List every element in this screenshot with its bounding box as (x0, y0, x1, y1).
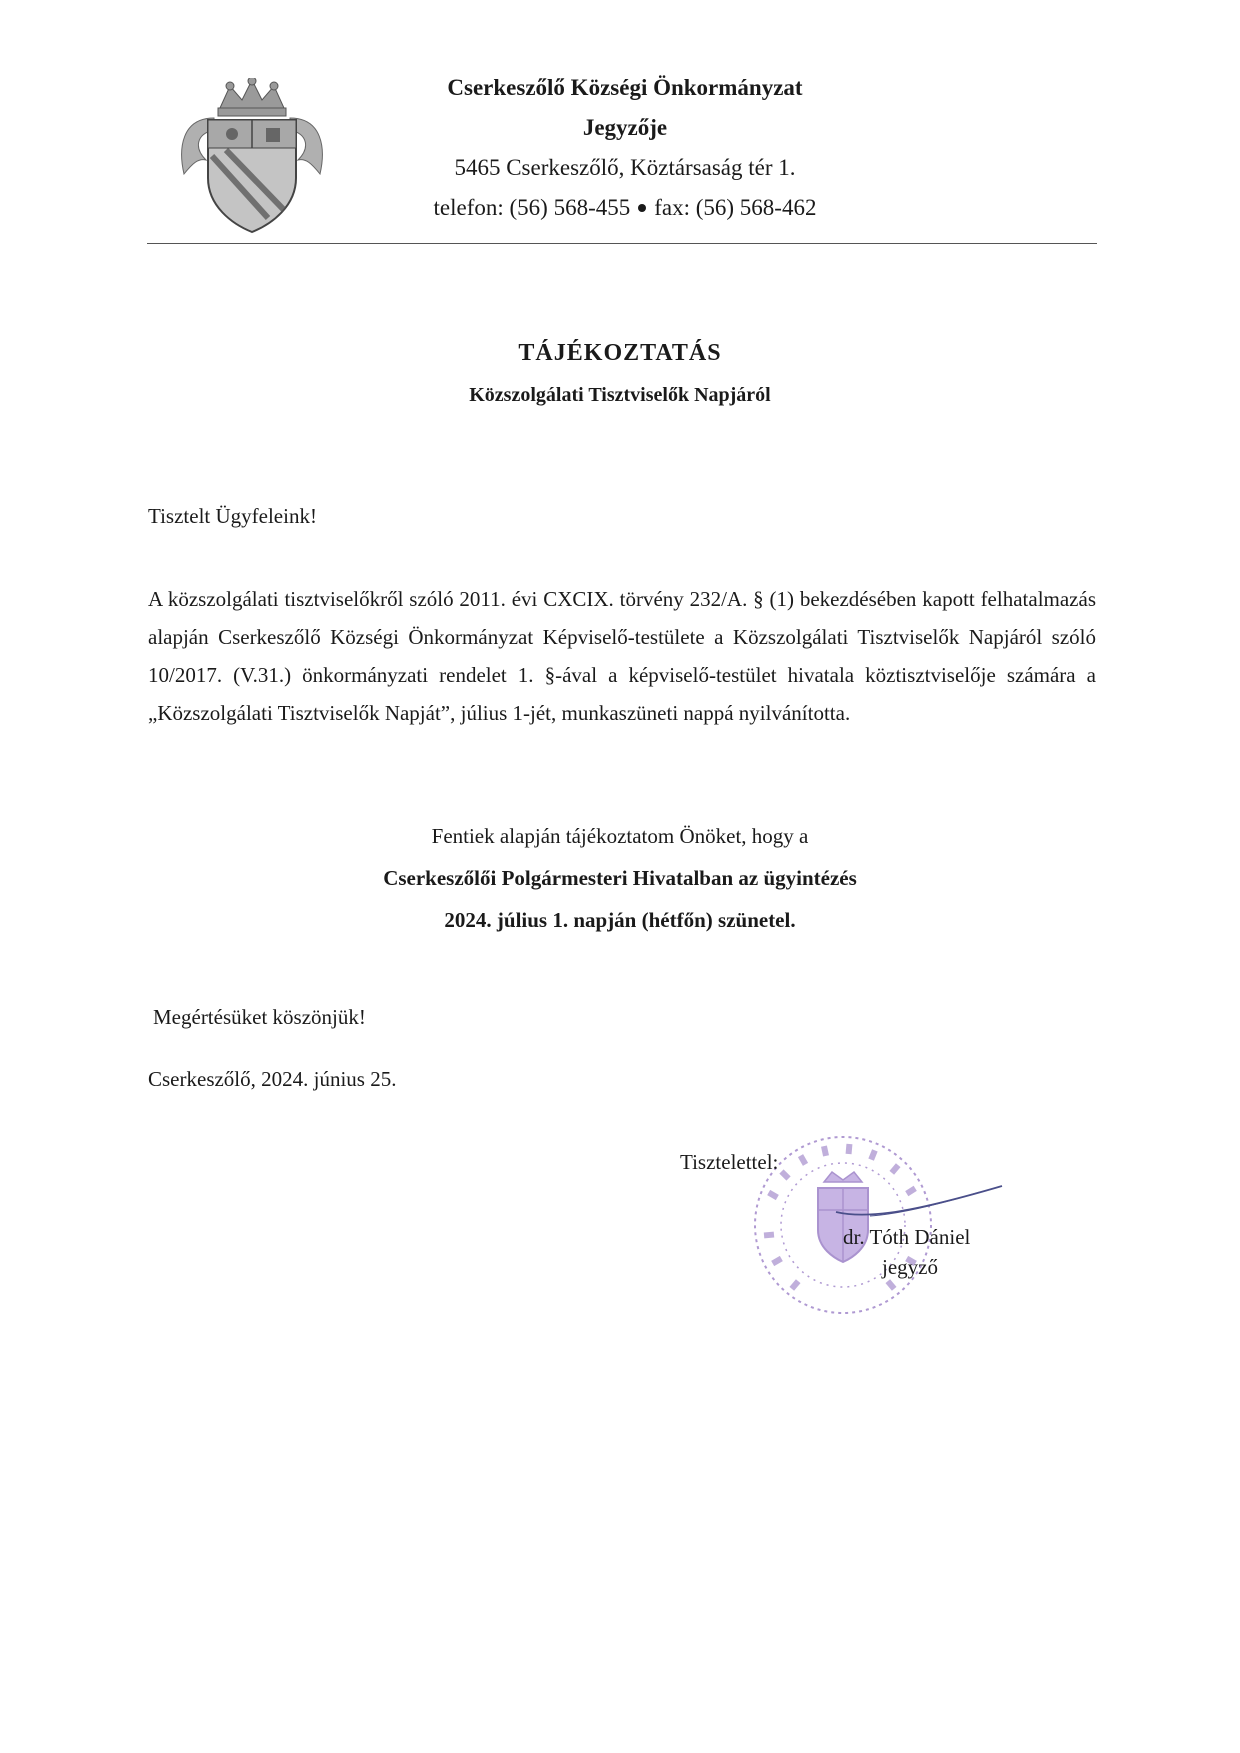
signer-name: dr. Tóth Dániel (843, 1225, 971, 1249)
place-date: Cserkeszőlő, 2024. június 25. (148, 1067, 397, 1091)
header-divider (147, 243, 1097, 244)
phone-number: telefon: (56) 568-455 (433, 195, 631, 220)
notice-line-date: 2024. július 1. napján (hétfőn) szünetel. (444, 908, 796, 932)
organization-name: Cserkeszőlő Községi Önkormányzat (447, 75, 803, 100)
signer-title: jegyző (882, 1255, 938, 1279)
body-paragraph: A közszolgálati tisztviselőkről szóló 2011. évi CXCIX. törvény 232/A. § (1) bekezdésében kapott felhatalmazás alapján Cserkeszőlő Községi Önkormányzat Képviselő-testülete a Közszolgálati Tisztviselők Napjáról szóló 10/2017. (V.31.) önkormányzati rendelet 1. §-ával a képviselő-testület hivatala köztisztviselője számára a „Közszolgálati Tisztviselők Napját”, július 1-jét, munkaszüneti nappá nyilvánította. (148, 587, 1096, 725)
address: 5465 Cserkeszőlő, Köztársaság tér 1. (454, 155, 796, 180)
bullet-icon (638, 204, 646, 212)
notice-block (330, 815, 910, 941)
letterhead (380, 68, 870, 228)
notice-intro: Fentiek alapján tájékoztatom Önöket, hogy a (431, 824, 809, 848)
office-name: Jegyzője (582, 115, 668, 140)
contact-line (380, 188, 870, 228)
document-title: TÁJÉKOZTATÁS (518, 340, 722, 366)
coat-of-arms-icon (172, 78, 332, 234)
thanks-line: Megértésüket köszönjük! (153, 1005, 366, 1029)
fax-number: fax: (56) 568-462 (654, 195, 817, 220)
notice-line-office: Cserkeszőlői Polgármesteri Hivatalban az ügyintézés (383, 866, 857, 890)
closing-line: Tisztelettel: (680, 1150, 779, 1174)
salutation: Tisztelt Ügyfeleink! (148, 504, 317, 528)
document-subtitle: Közszolgálati Tisztviselők Napjáról (469, 384, 771, 406)
